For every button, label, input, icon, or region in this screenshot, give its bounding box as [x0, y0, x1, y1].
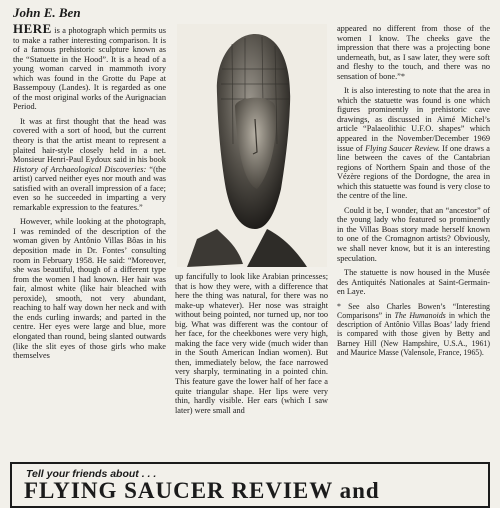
magazine-title: Flying Saucer Review. — [365, 143, 440, 153]
article-column-2 — [175, 272, 328, 420]
paragraph-text: “(the artist) carved neither eyes nor mouth and was satisfied with an overall impression of a face; even so he succeeded in imparting a very remarkable expression to the features.” — [13, 164, 166, 212]
paragraph-villas-boas: However, while looking at the photograph, I was reminded of the description of the woman given by Antônio Villas Bôas in his deposition made in Dr. Fontes’ consulting room in February 1958. He said: “Moreover, she was beautiful, though of a different type from the women I had known. Her hair was fair, almost white (like hair bleached with peroxide), smooth, not very abundant, reaching to half way down her neck and with the ends curling inwards; and parted in the centre. Her eyes were large and blue, more elongated than round, being slanted outwards (like the slit eyes of those girls who make themselves — [13, 217, 166, 361]
article-column-1 — [13, 21, 166, 366]
footnote-text: * See also Charles Bowen’s “Interesting Comparisons” in — [337, 301, 490, 320]
drop-cap: HERE — [13, 21, 52, 36]
footnote — [337, 302, 490, 357]
paragraph-text: If one draws a line between the caves of the Cantabrian regions of Northern Spain and those of the Vézère regions of the Dordogne, the area in which this statuette was found is very close to the centre of the line. — [337, 143, 490, 201]
footnote-text: in which the description of Antônio Villas Boas’ lady friend is compared with those given by Betty and Barney Hill (New Hampshire, U.S.A., 1961) and Maurice Masse (Valensole, France, 1965). — [337, 310, 491, 357]
advert-box — [10, 462, 490, 508]
paragraph-text: is a photograph which permits us to make a rather interesting comparison. It is of a famous prehistoric sculpture known as the “Statuette in the Hood”. It is a head of a young woman carved in mammoth ivory which was found in the Grotte du Pape at Bassempouy (Landes). It is regarded as one of the most original works of the Aurignacian Period. — [13, 26, 166, 112]
article-column-3 — [337, 24, 490, 362]
paragraph-text: It was at first thought that the head was covered with a sort of hood, but the current theory is that the artist meant to represent a plaited hair-style closely held in a net. Monsieur Henri-Paul Eydoux said in his book — [13, 116, 166, 165]
paragraph-description: up fancifully to look like Arabian princesses; that is how they were, with a difference that here the thing was natural, for there was no make-up whatever). Her nose was straight without being pointed, nor turned up, nor too big. What was different was the contour of her face, for the cheekbones were very high, making the face very wide (much wider than in the South American Indian women). But then, immediately below, the face narrowed very sharply, terminating in a pointed chin. This feature gave the lower half of her face a quite triangular shape. Her lips were very thin, hardly visible. Her ears (which I saw later) were small and — [175, 272, 328, 415]
advert-tagline: Tell your friends about . . . — [26, 468, 157, 480]
book-title: History of Archaeological Discoveries: — [13, 164, 147, 174]
paragraph-intro — [13, 21, 166, 112]
paragraph-cheeks: appeared no different from those of the women I know. The cheeks gave the impression that there was a projecting bone underneath, but, as I saw later, they were soft and fleshy to the touch, and there was no sensation of bone.”* — [337, 24, 490, 81]
paragraph-ancestor: Could it be, I wonder, that an “ancestor” of the young lady who featured so prominently in the Villas Boas story made herself known to one of the Cromagnon artists? Obviously, we shall never know, but it is an interesting speculation. — [337, 205, 490, 263]
paragraph-text: It is also interesting to note that the area in which the statuette was found is one which figures prominently in prehistoric cave drawings, as discussed in Aimé Michel’s article “Palaeolithic U.F.O. shapes” which appeared in the November/December 1969 issue of — [337, 86, 490, 153]
advert-title: FLYING SAUCER REVIEW and — [24, 478, 380, 503]
author-name: John E. Ben — [13, 5, 81, 20]
paragraph-hood-theory — [13, 117, 166, 212]
footnote-book-title: The Humanoids — [394, 310, 446, 320]
paragraph-museum: The statuette is now housed in the Musée des Antiquités Nationales at Saint-Germain-en Laye. — [337, 268, 490, 297]
paragraph-cave-drawings — [337, 86, 490, 201]
statuette-photo — [177, 24, 327, 267]
statuette-image — [177, 24, 327, 267]
